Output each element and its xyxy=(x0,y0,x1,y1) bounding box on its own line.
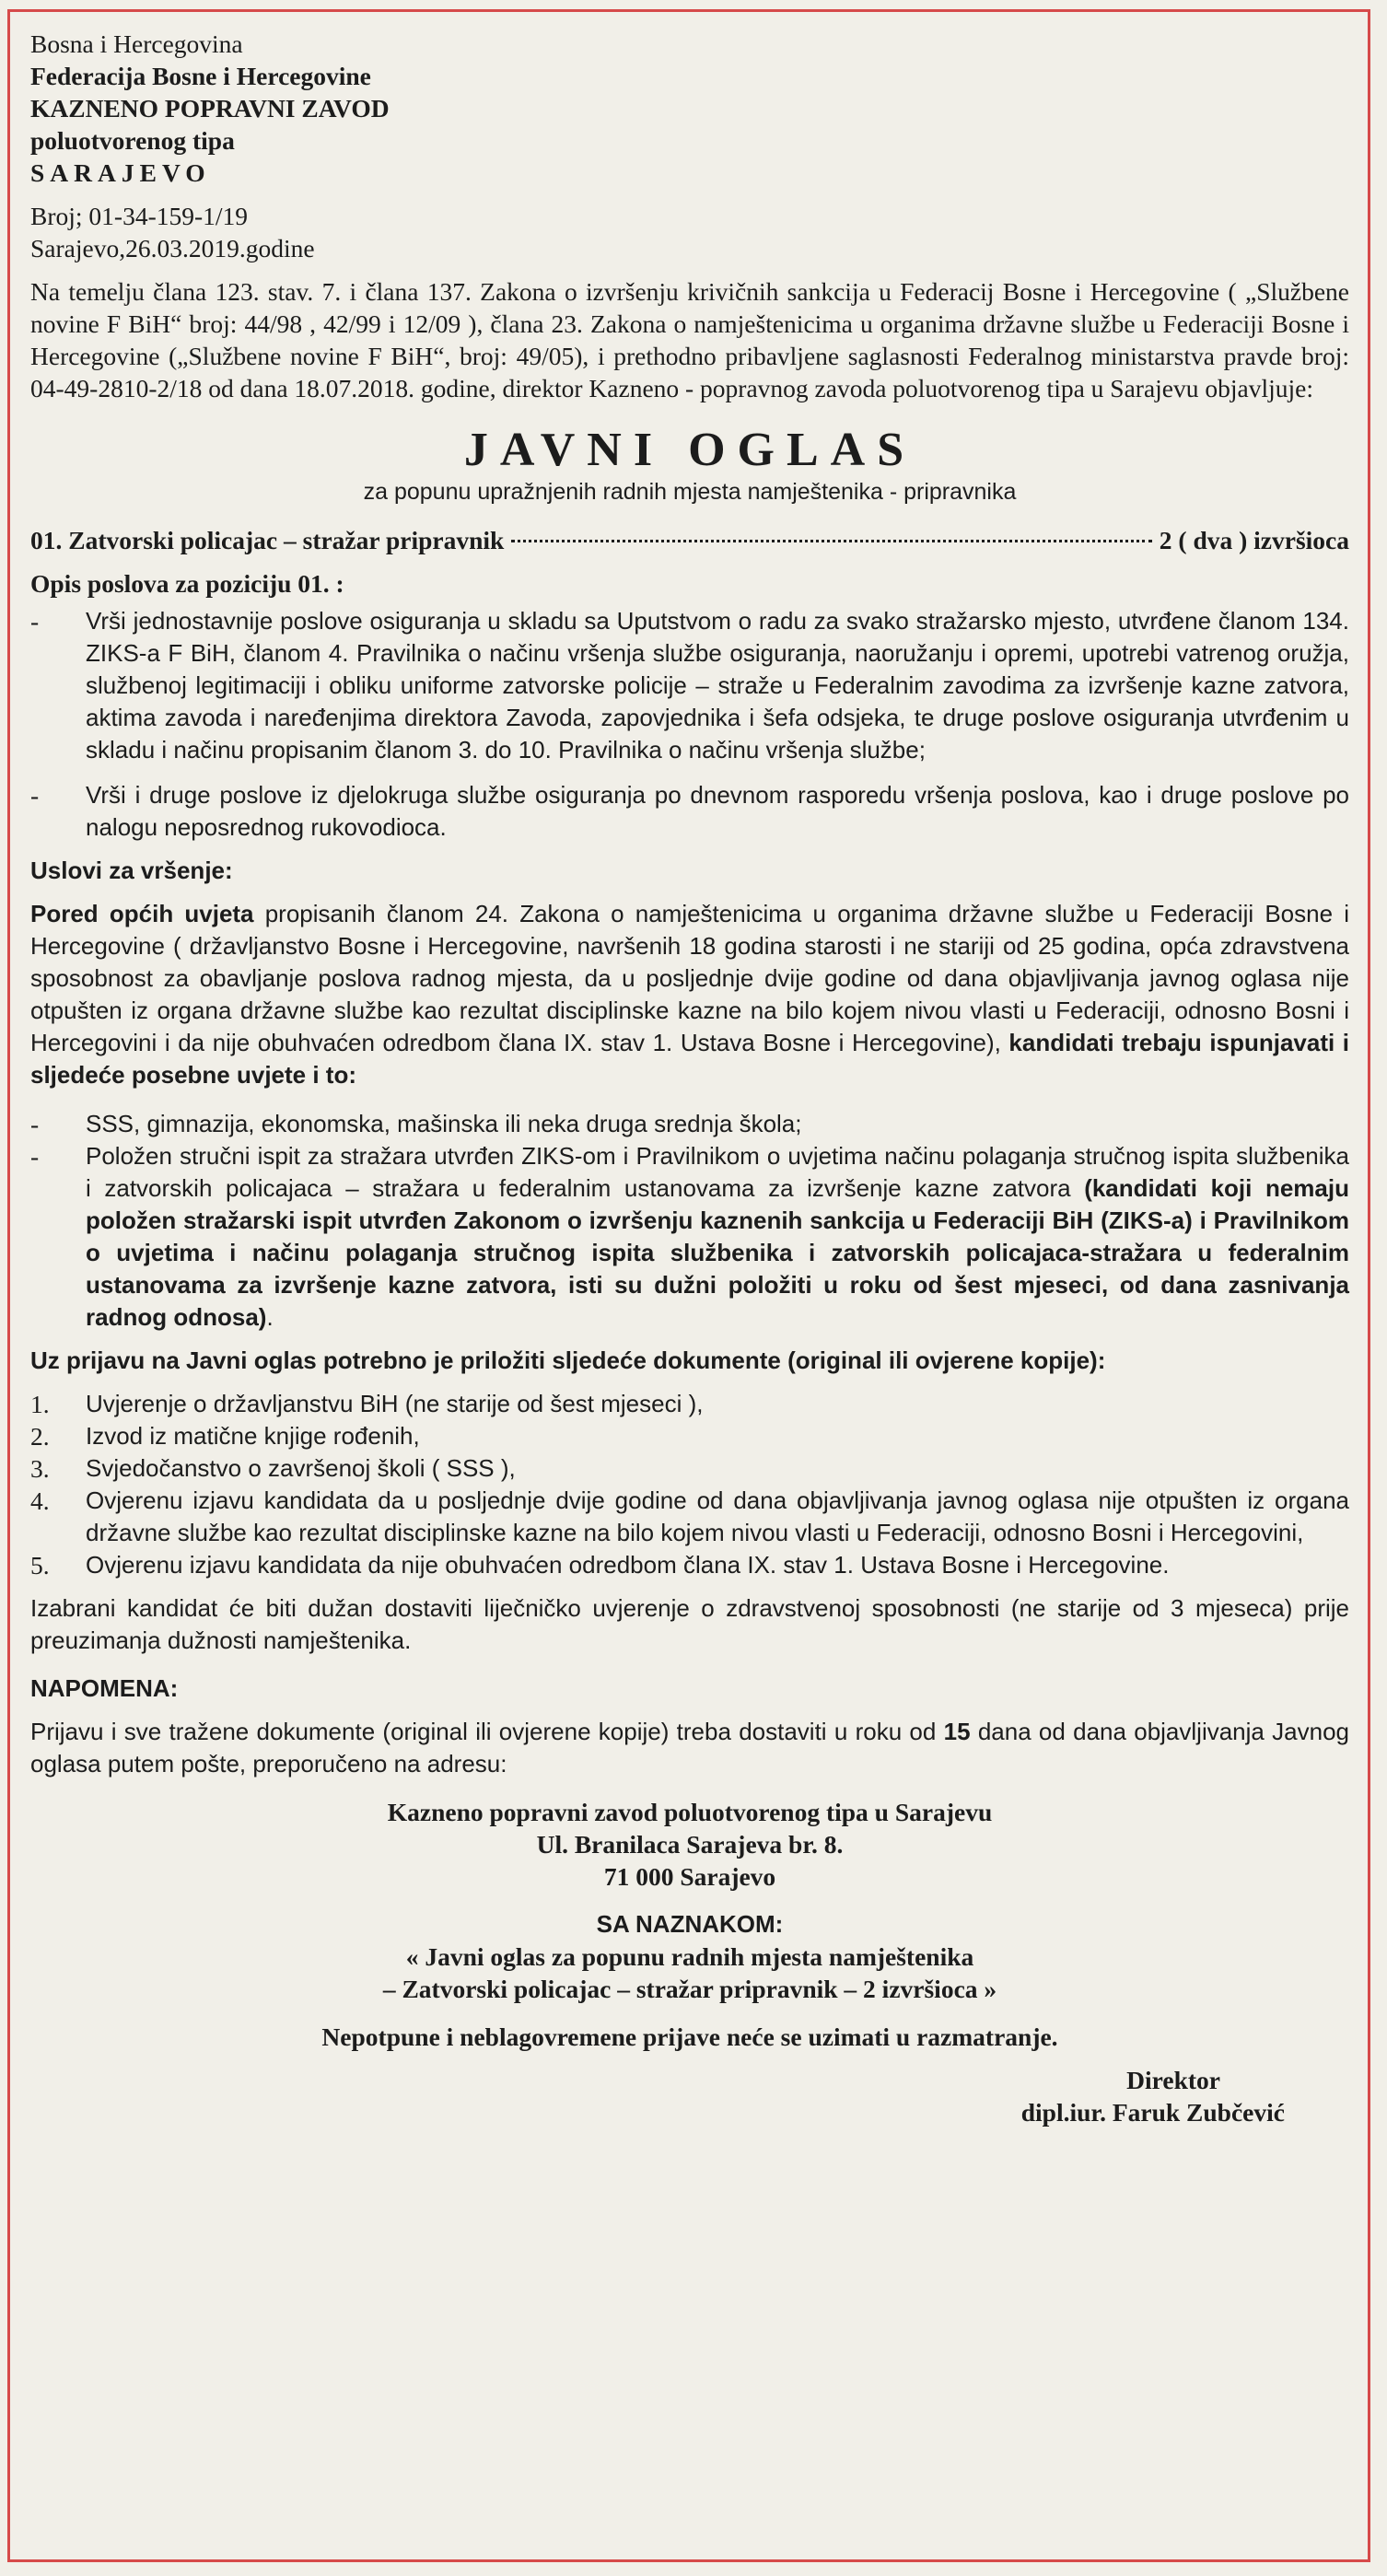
header-institution: KAZNENO POPRAVNI ZAVOD xyxy=(30,94,390,122)
special-condition-item: - Položen stručni ispit za stražara utvrđen ZIKS-om i Pravilnikom o uvjetima načinu polaganja stručnog ispita službenika i zatvorskih policajaca – stražara u federalnim ustanovama za izvršenje kazne zatvora (kandidati koji nemaju položen stražarski ispit utvrđen Zakonom o izvršenju kaznenih sankcija u Federaciji BiH (ZIKS-a) i Pravilnikom o uvjetima i načinu polaganja stručnog ispita službenika i zatvorskih policajaca-stražara u federalnim ustanovama za izvršenje kazne zatvora, isti su dužni položiti u roku od šest mjeseci, od dana zasnivanja radnog odnosa). xyxy=(30,1142,1349,1331)
document-item: 2. Izvod iz matične knjige rođenih, xyxy=(30,1422,420,1451)
special-condition-item: - SSS, gimnazija, ekonomska, mašinska ili neka druga srednja škola; xyxy=(30,1110,802,1138)
conditions-heading: Uslovi za vršenje: xyxy=(30,857,233,884)
footer-note: Nepotpune i neblagovremene prijave neće se uzimati u razmatranje. xyxy=(321,2022,1058,2051)
medical-certificate-paragraph: Izabrani kandidat će biti dužan dostaviti liječničko uvjerenje o zdravstvenoj sposobnosti (ne starije od 3 mjeseca) prije preuzimanja dužnosti namještenika. xyxy=(30,1594,1349,1654)
document-item: 3. Svjedočanstvo o završenoj školi ( SSS ), xyxy=(30,1454,516,1483)
duty-item: - Vrši i druge poslove iz djelokruga službe osiguranja po dnevnom rasporedu vršenja poslova, kao i druge poslove po nalogu neposrednog rukovodioca. xyxy=(30,779,1349,844)
documents-list xyxy=(30,1388,1349,1581)
notice-subtitle: za popunu upražnjenih radnih mjesta namještenika - pripravnika xyxy=(363,479,1017,505)
documents-heading: Uz prijavu na Javni oglas potrebno je priložiti sljedeće dokumente (original ili ovjerene kopije): xyxy=(30,1346,1106,1374)
position-label: 01. Zatvorski policajac – stražar pripravnik xyxy=(30,526,505,554)
conditions-paragraph: Pored općih uvjeta propisanih članom 24. Zakona o namještenicima u organima državne službe u Federaciji Bosne i Hercegovine ( državljanstvo Bosne i Hercegovine, navršenih 18 godina starosti i ne stariji od 25 godina, opća zdravstvena sposobnost za obavljanje poslova radnog mjesta, da u posljednje dvije godine od dana objavljivanja javnog oglasa nije otpušten iz organa državne službe kao rezultat disciplinske kazne na bilo kojem nivou vlasti u Federaciji, odnosno Bosni i Hercegovini i da nije obuhvaćen odredbom člana IX. stav 1. Ustava Bosne i Hercegovine), kandidati trebaju ispunjavati i sljedeće posebne uvjete i to: xyxy=(30,900,1350,1089)
signature-name: dipl.iur. Faruk Zubčević xyxy=(1020,2098,1285,2127)
signature-block xyxy=(30,2064,1349,2128)
header-type: poluotvorenog tipa xyxy=(30,126,235,155)
duty-text: Vrši i druge poslove iz djelokruga službe osiguranja po dnevnom rasporedu vršenja poslova, kao i druge poslove po nalogu neposrednog rukovodioca. xyxy=(86,781,1349,841)
dotted-leader xyxy=(511,540,1151,542)
duty-item: - Vrši jednostavnije poslove osiguranja u skladu sa Uputstvom o radu za svako stražarsko mjesto, utvrđene članom 134. ZIKS-a F BiH, članom 4. Pravilnika o načinu vršenja službe osiguranja, naoružanju i opremi, upotrebi vatrenog oružja, službenoj legitimaciji i obliku uniforme zatvorske policije – straže u Federalnim zavodima za izvršenje kazne zatvora, aktima zavoda i naređenjima direktora Zavoda, zapovjednika i šefa odsjeka, te druge poslove osiguranja utvrđenim u skladu i načinu propisanim članom 3. do 10. Pravilnika o načinu vršenja službe; xyxy=(30,605,1349,766)
mailing-address: Kazneno popravni zavod poluotvorenog tipa u Sarajevu Ul. Branilaca Sarajeva br. 8. 71 000 Sarajevo xyxy=(387,1798,993,1891)
document-number: Broj; 01-34-159-1/19 xyxy=(30,202,249,230)
header-federation: Federacija Bosne i Hercegovine xyxy=(30,62,371,90)
document-item: 4. Ovjerenu izjavu kandidata da u posljednje dvije godine od dana objavljivanja javnog oglasa nije otpušten iz organa državne službe kao rezultat disciplinske kazne na bilo kojem nivou vlasti u Federaciji, odnosno Bosni i Hercegovini, xyxy=(30,1486,1349,1546)
header-city: SARAJEVO xyxy=(30,158,211,187)
header-country: Bosna i Hercegovina xyxy=(30,29,243,58)
document-item: 5. Ovjerenu izjavu kandidata da nije obuhvaćen odredbom člana IX. stav 1. Ustava Bosne i Hercegovine. xyxy=(30,1551,1170,1579)
position-line xyxy=(30,524,1349,556)
duty-text: Vrši jednostavnije poslove osiguranja u skladu sa Uputstvom o radu za svako stražarsko mjesto, utvrđene članom 134. ZIKS-a F BiH, članom 4. Pravilnika o načinu vršenja službe osiguranja, naoružanju i opremi, upotrebi vatrenog oružja, službenoj legitimaciji i obliku uniforme zatvorske policije – straže u Federalnim zavodima za izvršenje kazne zatvora, aktima zavoda i naređenjima direktora Zavoda, zapovjednika i šefa odsjeka, te druge poslove osiguranja utvrđenim u skladu i načinu propisanim članom 3. do 10. Pravilnika o načinu vršenja službe; xyxy=(86,607,1349,763)
note-heading: NAPOMENA: xyxy=(30,1674,179,1702)
notice-title: JAVNI OGLAS xyxy=(463,424,916,476)
intro-paragraph: Na temelju člana 123. stav. 7. i člana 137. Zakona o izvršenju krivičnih sankcija u Federacij Bosne i Hercegovine ( „Službene novine F BiH“ broj: 44/98 , 42/99 i 12/09 ), člana 23. Zakona o namještenicima u organima državne službe u Federaciji Bosne i Hercegovine („Službene novine F BiH“, broj: 49/05), i prethodno pribavljene saglasnosti Federalnog ministarstva pravde broj: 04-49-2810-2/18 od dana 18.07.2018. godine, direktor Kazneno - popravnog zavoda poluotvorenog tipa u Sarajevu objavljuje: xyxy=(30,277,1349,402)
duties-heading: Opis poslova za poziciju 01. : xyxy=(30,569,344,598)
position-count: 2 ( dva ) izvršioca xyxy=(1159,526,1349,554)
note-paragraph: Prijavu i sve tražene dokumente (original ili ovjerene kopije) treba dostaviti u roku od 15 dana od dana objavljivanja Javnog oglasa putem pošte, preporučeno na adresu: xyxy=(30,1718,1349,1778)
envelope-marking: SA NAZNAKOM: « Javni oglas za popunu radnih mjesta namještenika – Zatvorski policajac – stražar pripravnik – 2 izvršioca » xyxy=(382,1910,997,2003)
document-item: 1. Uvjerenje o državljanstvu BiH (ne starije od šest mjeseci ), xyxy=(30,1390,704,1418)
issuer-header xyxy=(30,28,1349,189)
document-date: Sarajevo,26.03.2019.godine xyxy=(30,234,315,262)
notice-content xyxy=(30,28,1349,2128)
signature-role: Direktor xyxy=(1126,2066,1220,2094)
